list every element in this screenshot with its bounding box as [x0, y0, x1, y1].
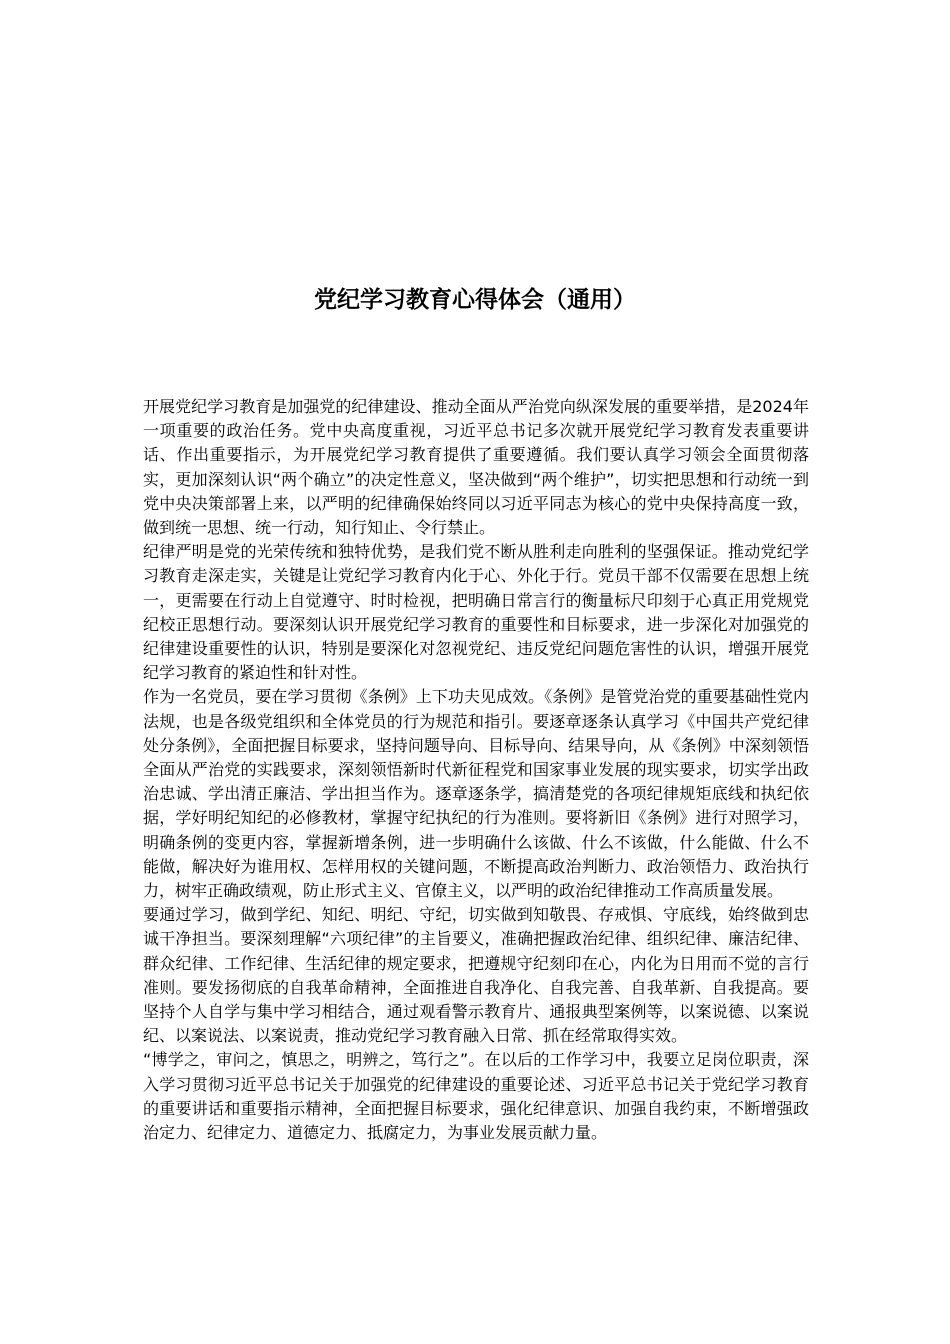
document-title: 党纪学习教育心得体会（通用）	[314, 287, 636, 313]
document-body	[143, 395, 809, 1145]
paragraph-5: “博学之，审问之，慎思之，明辨之，笃行之”。在以后的工作学习中，我要立足岗位职责，深入学习贯彻习近平总书记关于加强党的纪律建设的重要论述、习近平总书记关于党纪学习教育的重要讲话和重要指示精神，全面把握目标要求，强化纪律意识、加强自我约束，不断增强政治定力、纪律定力、道德定力、抵腐定力，为事业发展贡献力量。	[143, 1050, 809, 1143]
paragraph-2: 纪律严明是党的光荣传统和独特优势，是我们党不断从胜利走向胜利的坚强保证。推动党纪学习教育走深走实，关键是让党纪学习教育内化于心、外化于行。党员干部不仅需要在思想上统一，更需要在行动上自觉遵守、时时检视，把明确日常言行的衡量标尺印刻于心真正用党规党纪校正思想行动。要深刻认识开展党纪学习教育的重要性和目标要求，进一步深化对加强党的纪律建设重要性的认识，特别是要深化对忽视党纪、违反党纪问题危害性的认识，增强开展党纪学习教育的紧迫性和针对性。	[143, 542, 809, 683]
paragraph-3: 作为一名党员，要在学习贯彻《条例》上下功夫见成效。《条例》是管党治党的重要基础性党内法规，也是各级党组织和全体党员的行为规范和指引。要逐章逐条认真学习《中国共产党纪律处分条例》，全面把握目标要求，坚持问题导向、目标导向、结果导向，从《条例》中深刻领悟全面从严治党的实践要求，深刻领悟新时代新征程党和国家事业发展的现实要求，切实学出政治忠诚、学出清正廉洁、学出担当作为。逐章逐条学，搞清楚党的各项纪律规矩底线和执纪依据，学好明纪知纪的必修教材，掌握守纪执纪的行为准则。要将新旧《条例》进行对照学习，明确条例的变更内容，掌握新增条例，进一步明确什么该做、什么不该做，什么能做、什么不能做，解决好为谁用权、怎样用权的关键问题，不断提高政治判断力、政治领悟力、政治执行力，树牢正确政绩观，防止形式主义、官僚主义，以严明的政治纪律推动工作高质量发展。	[143, 687, 809, 901]
paragraph-1: 开展党纪学习教育是加强党的纪律建设、推动全面从严治党向纵深发展的重要举措，是2024年一项重要的政治任务。党中央高度重视，习近平总书记多次就开展党纪学习教育发表重要讲话、作出重要指示，为开展党纪学习教育提供了重要遵循。我们要认真学习领会全面贯彻落实，更加深刻认识“两个确立”的决定性意义，坚决做到“两个维护”，切实把思想和行动统一到党中央决策部署上来，以严明的纪律确保始终同以习近平同志为核心的党中央保持高度一致，做到统一思想、统一行动，知行知止、令行禁止。	[143, 397, 809, 538]
paragraph-4: 要通过学习，做到学纪、知纪、明纪、守纪，切实做到知敬畏、存戒惧、守底线，始终做到忠诚干净担当。要深刻理解“六项纪律”的主旨要义，准确把握政治纪律、组织纪律、廉洁纪律、群众纪律、工作纪律、生活纪律的规定要求，把遵规守纪刻印在心，内化为日用而不觉的言行准则。要发扬彻底的自我革命精神，全面推进自我净化、自我完善、自我革新、自我提高。要坚持个人自学与集中学习相结合，通过观看警示教育片、通报典型案例等，以案说德、以案说纪、以案说法、以案说责，推动党纪学习教育融入日常、抓在经常取得实效。	[143, 905, 809, 1046]
